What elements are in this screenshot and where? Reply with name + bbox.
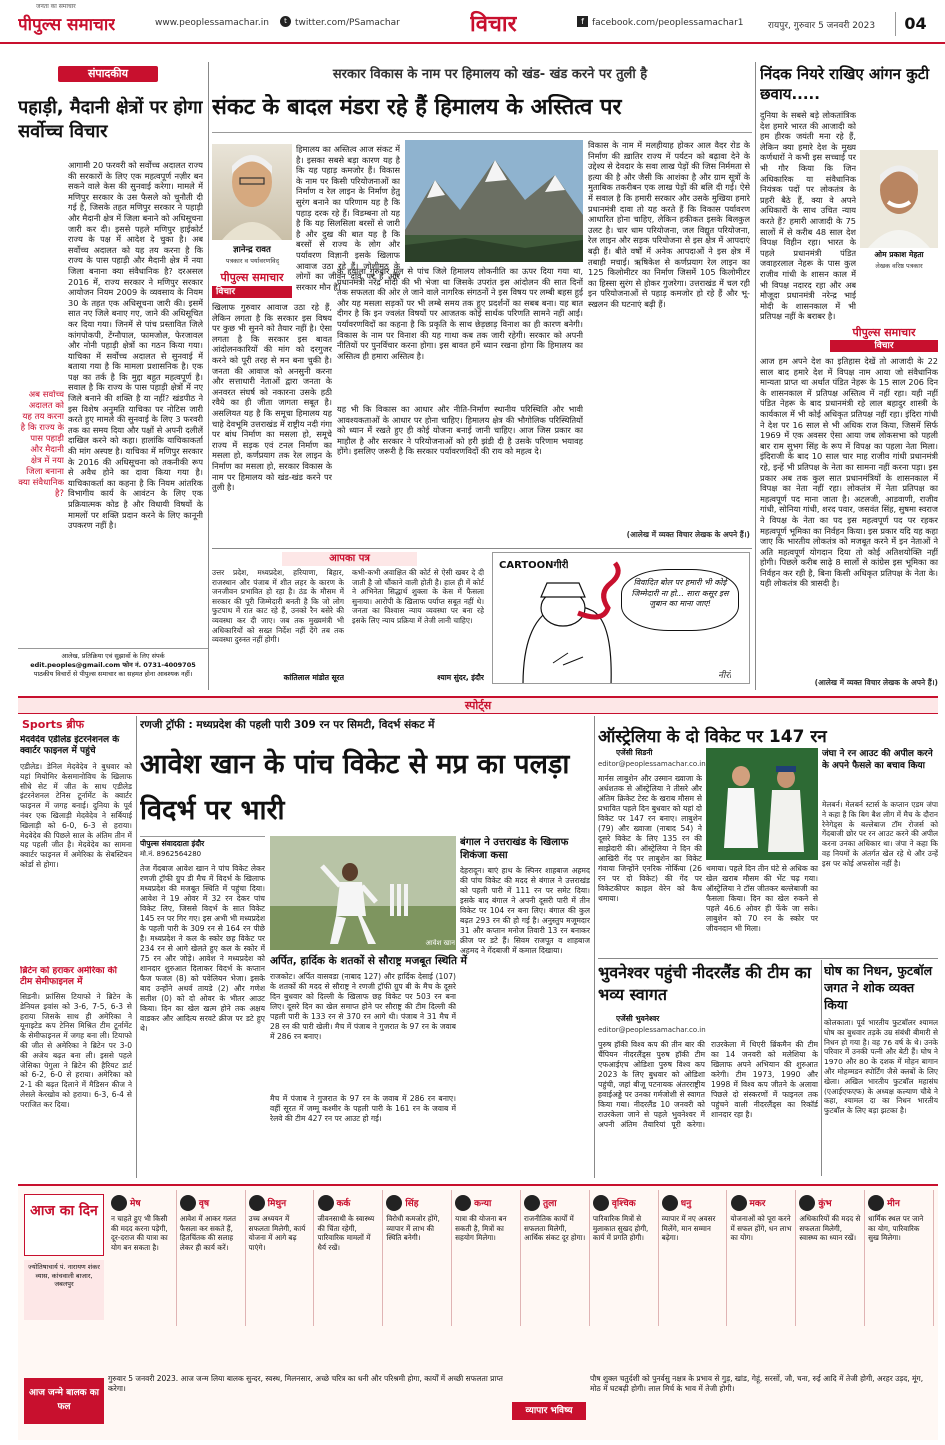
brief2-headline: ब्रिटेन को हराकर अमेरिका की टीम सेमीफाइनल में	[20, 966, 117, 987]
editorial-headline: पहाड़ी, मैदानी क्षेत्रों पर होगा सर्वोच्च विचार	[18, 97, 203, 142]
horoscope-sign-text: पारिवारिक मित्रों से मुलाकात सुखद होगी, कार्य में प्रगति होगी।	[592, 1214, 649, 1243]
horoscope-sign-name: वृष	[198, 1199, 210, 1209]
horoscope-sign-name: धनु	[680, 1199, 692, 1209]
horoscope-sign	[659, 1190, 728, 1326]
side-author-photo	[860, 150, 938, 248]
zodiac-icon	[662, 1195, 678, 1211]
brief2-body: सिडनी। फ्रांसिस टियाफो ने ब्रिटेन के डेनियल इवांस को 3-6, 7-5, 6-3 से हराया जिसके साथ ही अमेरिका ने यूनाइटेड कप टेनिस मिश्रित टीम टूर्नामेंट के सेमीफाइनल में जगह बना ली। टियाफो की जीत से अमेरिका ने ब्रिटेन पर 3-0 की अजेय बढ़त बना ली। इससे पहले जेसिका पेगुला ने ब्रिटेन की हैरियट डार्ट को 6-2, 6-0 से हराया। अमेरिका को 2-1 की बढ़त दिलाने में मैडिसन कीज ने लेसले केरखोव को हराया। 6-3, 6-4 से पराजित कर दिया।	[20, 992, 132, 1109]
business-label: व्यापार भविष्य	[512, 1402, 586, 1420]
horoscope-sign	[452, 1190, 521, 1326]
bhub-email[interactable]: editor@peoplessamachar.co.in	[598, 1026, 706, 1034]
zodiac-icon	[111, 1195, 127, 1211]
main-signoff: (आलेख में व्यक्त विचार लेखक के अपने हैं।)	[626, 530, 750, 539]
horoscope-sign-name: तुला	[543, 1199, 557, 1209]
horoscope-sign-text: व्यापार में नए अवसर मिलेंगे, मान सम्मान बढ़ेगा।	[661, 1214, 716, 1243]
letter-1: उत्तर प्रदेश, मध्यप्रदेश, हरियाणा, बिहार, राजस्थान और पंजाब में शीत लहर के कारण के जनजीवन प्रभावित हो रहा है। ठंड के मौसम में सरकार की पूरी जिम्मेदारी बनती है कि जो लोग फुटपाथ में रात काट रहे हैं, उनको रैन बसेरे की व्यवस्था कर दी जाए। जब तक मुख्यमंत्री भी अधिकारियों को सख्त निर्देश नहीं देंगे तब तक व्यवस्था दुरुस्त नहीं होगी।	[212, 568, 344, 645]
horoscope-sign-text: यात्रा की योजना बन सकती है, मित्रों का सहयोग मिलेगा।	[455, 1214, 507, 1243]
horoscope-sign-name: कर्क	[336, 1199, 351, 1209]
zodiac-icon	[799, 1195, 815, 1211]
side-tag: विचार	[830, 340, 938, 352]
zodiac-icon	[318, 1195, 334, 1211]
birthday-text: गुरुवार 5 जनवरी 2023. आज जन्म लिया बालक सुन्दर, स्वस्थ, मिलनसार, अच्छे चरित्र का धनी और परिश्रमी होगा, कार्यों में अच्छी सफलता प्राप्त करेगा।	[108, 1374, 503, 1393]
horoscope-sign	[108, 1190, 177, 1326]
ranji-subbody: राजकोट। अर्पित वासवडा (नाबाद 127) और हार्दिक देसाई (107) के शतकों की मदद से सौराष्ट्र ने रणजी ट्रॉफी ग्रुप बी के मैच के दूसरे दिन बुधवार को दिल्ली के खिलाफ छह विकेट पर 503 रन बना लिए। दूसरे दिन का खेल समाप्त होने पर सौराष्ट्र की टीम दिल्ली की पहली पारी के 133 रन से 370 रन आगे थी। पंजाब ने 31 मैच में 28 रन की पारी खेली। मैच में पंजाब ने गुजरात के 97 रन के जवाब में 286 रन बनाए।	[270, 972, 456, 1041]
bhub-body: पुरुष हॉकी विश्व कप की तीन बार की चैंपियन नीदरलैंड्स पुरुष हॉकी टीम एफआईएच ओडिशा पुरुष विश्व कप 2023 के लिए बुधवार को ओडिशा पहुंची, जहां बीजू पटनायक अंतरराष्ट्रीय हवाईअड्डे पर उनका गर्मजोशी से स्वागत किया गया। नीदरलैंड 10 जनवरी को राउरकेला जाने से पहले भुवनेश्वर में अपनी अंतिम तैयारियां पूरी करेगा। राउरकेला में थिएरी ब्रिंकमैन की टीम का 14 जनवरी को मलेशिया के खिलाफ अपने अभियान की शुरुआत करेगी। टीम 1973, 1990 और 1998 में विश्व कप जीतने के अलावा पिछले दो संस्करणों में फाइनल तक पहुंचने वाली नीदरलैंड्स का रिकॉर्ड शानदार रहा है।	[598, 1040, 818, 1129]
horoscope-sign-text: धार्मिक स्थल पर जाने का योग, पारिवारिक सुख मिलेगा।	[868, 1214, 924, 1243]
bhubaneswar-headline: भुवनेश्वर पहुंची नीदरलैंड की टीम का भव्य स्वागत	[598, 963, 812, 1004]
horoscope-sign-name: सिंह	[405, 1199, 419, 1209]
horoscope-sign-name: मीन	[887, 1199, 900, 1209]
horoscope-title: आज का दिन	[30, 1203, 98, 1219]
ranji-body: तेज गेंदबाज आवेश खान ने पांच विकेट लेकर रणजी ट्रॉफी ग्रुप डी मैच में विदर्भ के खिलाफ मध्यप्रदेश की मजबूत स्थिति में पहुंचा दिया। आवेश ने 19 ओवर में 32 रन देकर पांच विकेट लिए, जिससे विदर्भ के सात विकेट 145 रन पर गिर गए। इस अभी भी मध्यप्रदेश के पहली पारी के 309 रन से 164 रन पीछे है। मध्यप्रदेश ने कल के स्कोर छह विकेट पर 234 रन से आगे खेलते हुए कल के स्कोर में 75 रन और जोड़े। आवेश ने मध्यप्रदेश को शानदार शुरुआत दिलाकर विदर्भ के कप्तान फैज फजल (8) को पवेलियन भेजा। इसके बाद उन्होंने अथर्व तायडे (2) और गणेश सतीश (0) को दो ओवर के भीतर आउट किया। दिन का खेल खत्म होने तक अक्षय वाडकर और आदित्य सरवटे क्रीज पर डटे हुए थे।	[140, 864, 265, 1033]
ranji-subbody2: मैच में पंजाब ने गुजरात के 97 रन के जवाब में 286 रन बनाए। वहीं सूरत में जम्मू कश्मीर के पहली पारी के 161 रन के जवाब में रेलवे की टीम 427 रन पर आउट हो गई।	[270, 1094, 456, 1123]
main-col4: यह भी कि विकास का आधार और नीति-निर्माण स्थानीय परिस्थिति और भावी आवश्यकताओं के आधार पर होना चाहिए। हिमालय क्षेत्र की भौगोलिक परिस्थितियों को ध्यान में रखते हुए ही कोई योजना बनाई जानी चाहिए। आज जिस प्रकार का माहौल है और सरकार ने परियोजनाओं को हरी झंडी दी है उसके परिणाम भयावह होंगे। इसलिए जरूरी है कि सरकार पर्यावरणविदों की राय को महत्व दे।	[337, 404, 583, 457]
horoscope-sign-text: न चाहते हुए भी किसी की मदद करना पड़ेगी, दूर-दराज की यात्रा का योग बन सकता है।	[111, 1214, 168, 1252]
horoscope-sign-name: मिथुन	[267, 1199, 287, 1209]
main-kicker: सरकार विकास के नाम पर हिमालय को खंड- खंड करने पर तुली है	[332, 67, 648, 82]
main-col5: विकास के नाम में मलहीयाह होकर आल वैदर रोड के निर्माण की ख़ातिर राज्य में पर्यटन को बढ़ावा देने के उद्देश्य से देवदार के सवा लाख पेड़ों की जिस निर्ममता से हत्या की है और जैसी कि आशंका है और ग्राम सूत्रों के मुताबिक तकरीबन एक लाख पेड़ों की बलि दी गई। ऐसे में सवाल है कि हमारी सरकार और उसके मुखिया हमारे प्रधानमंत्री दावा तो यह करते हैं कि विकास पर्यावरण आधारित होना चाहिए, लेकिन हकीकत इसके बिलकुल उलट है। चार धाम परियोजना, जल विद्युत परियोजना, रेल लाइन और सड़क परियोजना से इस क्षेत्र में आपदाएं बढ़ी हैं। बीते वर्षों में अनेक आपदाओं ने इस क्षेत्र में तबाही मचाई। ऋषिकेश से कर्णप्रयाग रेल लाइन का 125 किलोमीटर का निर्माण जिसमें 105 किलोमीटर का हिस्सा सुरंग से होकर गुजरेगा। उत्तराखंड में चल रही इन परियोजनाओं से पहाड़ कमजोर हो रहे हैं और भू-स्खलन की घटनाएं बढ़ी हैं।	[588, 140, 750, 309]
horoscope-sign-text: विरोधी कमजोर होंगे, व्यापार में लाभ की स्थिति बनेगी।	[386, 1214, 440, 1243]
editorial-pullquote: अब सर्वोच्च अदालत को यह तय करना है कि राज्य के पास पहाड़ी और मैदानी क्षेत्र में नया जिला बनाना क्या संवैधानिक है?	[18, 390, 64, 499]
horoscope-sign-name: वृश्चिक	[611, 1199, 636, 1209]
page-number: 04	[895, 12, 935, 36]
horoscope-sign	[177, 1190, 246, 1326]
horoscope-sign-text: राजनीतिक कार्यों में सफलता मिलेगी, आर्थिक संकट दूर होगा।	[524, 1214, 586, 1243]
zodiac-icon	[455, 1195, 471, 1211]
birthday-label: आज जन्मे बालक का फल	[24, 1378, 104, 1424]
masthead	[0, 0, 945, 44]
editorial-footer-note: पाठकीय विचारों से पीपुल्स समाचार का सहमत होना आवश्यक नहीं।	[33, 670, 193, 678]
zodiac-icon	[524, 1195, 540, 1211]
facebook-handle[interactable]: facebook.com/peoplessamachar1	[592, 18, 744, 28]
ranji-headline: आवेश खान के पांच विकेट से मप्र का पलड़ा विदर्भ पर भारी	[140, 749, 570, 826]
horoscope-sign-name: कुंभ	[818, 1199, 832, 1209]
main-col3: के हवाला गुरुवार पुल से पांच जिले हिमालय लोकनीति का ऊपर दिया गया था, प्रधानमंत्री नरेंद्र मोदी की भी भेजा था जिसके उपरांत इस आंदोलन की सात दिनों तक सफलता की ओर ले जाने वाले नागरिक संगठनों ने इस विषय पर लम्बी बहस हुई और यह मसला सड़कों पर भी लम्बे समय तक हुए प्रदर्शनों का सबब बना। यह बात दीगर है कि इन ज्वलंत विषयों पर आजतक कोई सार्थक परिणति सामने नहीं आई। पर्यावरणविदों का कहना है कि प्रकृति के साथ छेड़छाड़ विनाश का ही कारण बनेगी। विकास के नाम पर विनाश की यह गाथा कब तक जारी रहेगी। सरकार को अपनी नीतियों पर पुनर्विचार करना होगा। इस बावत हमें ध्यान रखना होगा कि हिमालय का अस्तित्व ही हमारा अस्तित्व है।	[337, 266, 583, 361]
section-title: विचार	[470, 12, 517, 37]
horoscope-sign	[728, 1190, 797, 1326]
twitter-icon: t	[280, 16, 291, 27]
horoscope-astrologer: ज्योतिषाचार्य पं. नारायण शंकर व्यास, कांचवाली बाजार, जबलपुर	[24, 1260, 104, 1320]
ranji-mobile: मो.नं. 8962564280	[140, 850, 202, 858]
sports-banner	[18, 696, 938, 714]
horoscope-sign	[521, 1190, 590, 1326]
side-intro: दुनिया के सबसे बड़े लोकतांत्रिक देश हमारे भारत की आजादी को हम हीरक जयंती मना रहे हैं, लेकिन क्या हमारे देश के मुख्य कर्णधारों ने कभी इस सच्चाई पर भी गौर किया कि जिन अधिकारिक या संवैधानिक नियंत्रक पदों पर लोकतंत्र के प्रहरी बैठे हैं, क्या वे अपने अधिकारों के साथ उचित न्याय करते हैं? हमारी आजादी के 75 सालों में से करीब 48 साल देश विपक्ष विहीन रहा। भारत के पहले प्रधानमंत्री पंडित जवाहरलाल नेहरू के पास कुल राजीव गांधी के शासन काल में भी विपक्ष नदारद रहा और अब मौजूदा प्रधानमंत्री नरेन्द्र भाई मोदी के शासनकाल में भी प्रतिपक्ष नहीं के बराबर है।	[760, 110, 856, 322]
main-author-role: पत्रकार व पर्यावरणविद्	[225, 257, 280, 265]
horoscope-sign-name: कन्या	[474, 1199, 492, 1209]
horoscope-grid	[108, 1190, 934, 1330]
horoscope-sign-text: योजनाओं को पूरा करने में सफल होंगे, धन लाभ का योग।	[730, 1214, 792, 1243]
ranji-kicker: रणजी ट्रॉफी : मध्यप्रदेश की पहली पारी 309 रन पर सिमटी, विदर्भ संकट में	[140, 719, 435, 731]
zodiac-icon	[180, 1195, 196, 1211]
cartoon-bubble: विवादित बोल पर हमारी भी कोई जिम्मेदारी ना हो... सारा कसूर इस जुबान का माना जाए!	[621, 569, 739, 631]
cricket-photo-caption: आवेश खान	[425, 939, 455, 947]
side-author: ओम प्रकाश मेहता	[874, 250, 924, 259]
letter-2: कभी-कभी अवाक्षित की कोर्ट से ऐसी खबर दे दी जाती है जो चौंकाने वाली होती है। हाल ही में कोर्ट ने अभिनेता सिद्धार्थ शुक्ला के केस में फैसला सुनाया। आरोपी के खिलाफ पर्याप्त सबूत नहीं थे। जनता का विश्वास न्याय व्यवस्था पर बना रहे इसके लिए न्याय प्रक्रिया में तेजी लानी चाहिए।	[352, 568, 484, 625]
main-headline: संकट के बादल मंडरा रहे हैं हिमालय के अस्तित्व पर	[212, 95, 622, 120]
cricket-photo	[270, 836, 456, 950]
horoscope-sign	[590, 1190, 659, 1326]
cartoon-box	[492, 552, 750, 684]
letter-1-sign: कांतिलाल मांडोत सूरत	[283, 673, 344, 682]
zodiac-icon	[868, 1195, 884, 1211]
aus-side-body: मेलबर्न। मेलबर्न स्टार्स के कप्तान एडम जंपा ने कहा है कि बिग बैश लीग में मैच के दौरान रेनेगेड्स के बल्लेबाज टॉम रोजर्स को गेंदबाजी छोर पर रन आउट करने की अपील करना उनका अधिकार था। जंपा ने कहा कि वह नियमों के अंतर्गत खेल रहे थे और उन्हें इस पर कोई अफसोस नहीं है।	[822, 800, 938, 868]
bengal-headline: बंगाल ने उत्तराखंड के खिलाफ शिकंजा कसा	[460, 837, 569, 861]
zodiac-icon	[593, 1195, 609, 1211]
logo-tag: जनता का समाचार	[36, 3, 76, 10]
horoscope-sign	[383, 1190, 452, 1326]
cartoon-signature: नीरो	[718, 671, 732, 681]
letters-title: आपका पत्र	[282, 552, 417, 566]
side-author-role: लेखक वरिष्ठ पत्रकार	[875, 262, 923, 270]
main-author: ज्ञानेन्द्र रावत	[233, 245, 271, 255]
horoscope-sign	[315, 1190, 384, 1326]
ghosh-body: कोलकाता। पूर्व भारतीय फुटबॉलर श्यामल घोष का बुधवार तड़के उम्र संबंधी बीमारी से निधन हो गया है। वह 76 वर्ष के थे। उनके परिवार में उनकी पत्नी और बेटी हैं। घोष ने 1970 और 80 के दशक में मोहन बागान और मोहम्मडन स्पोर्टिंग जैसे क्लबों के लिए खेला। अखिल भारतीय फुटबॉल महासंघ (एआईएफएफ) के अध्यक्ष कल्याण चौबे ने कहा, श्यामल दा का निधन भारतीय फुटबॉल के लिए बड़ा झटका है।	[824, 1018, 938, 1116]
letters-box	[212, 552, 487, 684]
side-logo: पीपुल्स समाचार	[852, 326, 916, 339]
aus-headline: ऑस्ट्रेलिया के दो विकेट पर 147 रन	[598, 727, 827, 747]
facebook-icon: f	[577, 16, 588, 27]
aus-side-caption: जंघा ने रन आउट की अपील करने के अपने फैसले का बचाव किया	[822, 749, 933, 771]
editorial-footer-line1: आलेख, प्रतिक्रिया एवं सुझावों के लिए संपर्क	[61, 652, 165, 660]
ranji-byline: पीपुल्स संवाददाता इंदौर	[140, 836, 265, 849]
author-photo	[212, 144, 292, 240]
main-col2: हिमालय का अस्तित्व आज संकट में है। इसका सबसे बड़ा कारण यह है कि यह पहाड़ कमजोर हैं। विकास के नाम पर किसी परियोजनाओं का निर्माण व रेल लाइन के निर्माण हेतु सुरंग बनाने का परिणाम यह है कि पहाड़ दरक रहे हैं। विडम्बना तो यह है कि यह सिलसिला बरसों से जारी है और दुख की बात यह है कि बरसों से राज्य के लोग और पर्यावरण विज्ञानी इसके खिलाफ आवाज उठा रहे हैं। जोशीमठ के लोगों का जीवन दांव पर है और सरकार मौन है।	[296, 144, 400, 292]
editorial-body: आगामी 20 फरवरी को सर्वोच्च अदालत राज्य की सरकारों के लिए एक महत्वपूर्ण नज़ीर बन सकने वाले केस की सुनवाई करेगा। मामले में मणिपुर सरकार के उस फैसले को चुनौती दी गई है, जिसके तहत मणिपुर सरकार ने पहाड़ी और मैदानी क्षेत्र में जिला बनाने को अधिसूचना जारी कर दी। इससे पहले मणिपुर हाईकोर्ट राज्य के पक्ष में आदेश दे चुका है। अब सर्वोच्च अदालत को यह तय करना है कि राज्य के पास पहाड़ी और मैदानी क्षेत्र में नया जिला बनाना क्या संवैधानिक है? दरअसल 2016 में, राज्य सरकार ने मणिपुर सरकार आयोजन नियम 2009 के व्यवसाय के नियम 30 के तहत एक अधिसूचना जारी की। इसमें सात नए जिले बनाए गए, जाने की अधिसूचित कर दिया गया। जिनमें से पांच प्रस्तावित जिले कांगपोकपी, टेंग्नौपाल, फामजोल, फेरजावल और नोनी पहाड़ी क्षेत्रों का गठन किया गया। याचिका में सर्वोच्च अदालत से सुनवाई में बताया गया है कि मामला प्रशासनिक है। एक पक्ष का तर्क है कि मुद्दा बहुत महत्वपूर्ण है। सवाल है कि राज्य के पास पहाड़ी क्षेत्रों में नए जिले बनाने की शक्ति है या नहीं? खंडपीठ ने इस विशेष अनुमति याचिका पर नोटिस जारी करते हुए मामले की सुनवाई के लिए 3 फरवरी तक का समय दिया और पक्षों से अपनी दलीलें दाखिल करने को कहा। हालांकि याचिकाकर्ता की मांग अस्पष्ट है। याचिका में मणिपुर सरकार के 2016 की अधिसूचना को तकनीकी रूप से अवैध होने का दावा किया गया है। याचिकाकर्ता का कहना है कि नियम आंतरिक विभागीय कार्य के आवंटन के लिए एक प्रक्रियात्मक कोड है और विधायी विषयों के मामलों पर शक्ति प्रदान करने के लिए कानूनी उपकरण नहीं है।	[68, 160, 203, 531]
side-headline: निंदक नियरे राखिए आंगन कुटी छवाय.....	[760, 65, 930, 103]
website[interactable]: www.peoplessamachar.in	[155, 18, 269, 28]
aus-byline: एजेंसी सिडनी	[616, 748, 653, 757]
brief1-headline: मेदवेदेव एडीलेड इंटरनेशनल के क्वार्टर फाइनल में पहुंचे	[20, 735, 120, 756]
main-tag: विचार	[212, 286, 292, 298]
horoscope-sign-name: मेष	[130, 1199, 141, 1209]
twitter-handle[interactable]: twitter.com/PSamachar	[295, 18, 400, 28]
cartoon-label: CARTOONगीरी	[499, 560, 569, 571]
zodiac-icon	[249, 1195, 265, 1211]
aus-body1: मार्नस लाबुशेन और उस्मान ख्वाजा के अर्धशतक से ऑस्ट्रेलिया ने तीसरे और अंतिम क्रिकेट टेस्ट के खराब मौसम से प्रभावित पहले दिन बुधवार को यहां दो विकेट पर 147 रन बनाए। लाबुशेन (79) और ख्वाजा (नाबाद 54) ने दूसरे विकेट के लिए 135 रन की साझेदारी की। ऑस्ट्रेलिया ने दिन की आखिरी गेंद पर लाबुशेन का विकेट गंवाया जिन्होंने एनरिक नोर्किया (26 रन पर दो विकेट) की गेंद पर विकेटकीपर काइल वेरेन को कैच थमाया।	[598, 774, 702, 903]
editorial-footer-email[interactable]: edit.peoples@gmail.com फोन नं. 0731-4009705	[30, 661, 196, 669]
bhub-byline: एजेंसी भुवनेश्वर	[616, 1014, 660, 1023]
sports-banner-label: स्पोर्ट्स	[464, 699, 492, 712]
ghosh-headline: घोष का निधन, फुटबॉल जगत ने शोक व्यक्त किया	[824, 963, 933, 1012]
horoscope-sign-text: अधिकारियों की मदद से सफलता मिलेगी, स्वास्थ्य का ध्यान रखें।	[799, 1214, 861, 1243]
editorial-footer	[18, 648, 208, 688]
horoscope-sign	[796, 1190, 865, 1326]
brief1-body: एडीलेड। डेनिल मेदवेदेव ने बुधवार को यहां मियोमिर केसमानोविच के खिलाफ सीधे सेट में जीत के साथ एडीलेड इंटरनेशनल टेनिस टूर्नामेंट के क्वार्टर फाइनल में जगह बनाई। दुनिया के पूर्व नंबर एक खिलाड़ी मेदवेदेव ने सर्बियाई खिलाड़ी को 6-0, 6-3 से हराया। मेदवेदेव की पिछले साल के अंतिम तीन में यह पहली जीत है। मेदवेदेव का सामना क्वार्टर फाइनल में अमेरिका के सेबस्टियन कोर्डा से होगा।	[20, 762, 132, 869]
zodiac-icon	[386, 1195, 402, 1211]
logo[interactable]: पीपुल्स समाचार	[18, 15, 116, 35]
horoscope-sign-text: जीवनसाथी के स्वास्थ्य की चिंता रहेगी, पारिवारिक मामलों में धैर्य रखें।	[317, 1214, 375, 1252]
main-logo: पीपुल्स समाचार	[220, 271, 284, 284]
himalaya-photo	[405, 140, 583, 262]
side-body: आज हम अपने देश का इतिहास देखें तो आजादी के 22 साल बाद हमारे देश में विपक्ष नाम आया जो संवैधानिक मान्यता प्राप्त था अर्थात पंडित नेहरू के 15 साल 206 दिन के शासनकाल में प्रतिपक्ष अस्तित्व में नहीं रहा। यही नहीं पंडित नेहरू के बाद प्रधानमंत्री रहे लाल बहादुर शास्त्री के कार्यकाल में भी कोई अधिकृत प्रतिपक्ष नहीं रहा। इंदिरा गांधी ने देश पर 16 साल से भी अधिक राज किया, जिसमें सिर्फ 1969 में एक अवसर ऐसा आया जब लोकसभा को पहली बार राम सुभग सिंह के रूप में विपक्ष का पहला नेता मिला। इंदिराजी के बाद 10 साल चार माह राजीव गांधी प्रधानमंत्री रहे, इन्हें भी प्रतिपक्ष के नेता का सामना नहीं करना पड़ा। इस प्रकार अब तक कुल सात प्रधानमंत्रियों के शासनकाल में विपक्ष का नेता नहीं रहा। लोकतंत्र में नेता प्रतिपक्ष का महत्वपूर्ण पद माना जाता है। अटलजी, आडवाणी, राजीव गांधी, सोनिया गांधी, शरद पवार, जसवंत सिंह, सुषमा स्वराज ने विपक्ष के नेता का पद इस महत्वपूर्ण पद पर रहकर महत्वपूर्ण भूमिका का निर्वहन किया। इस प्रकार यदि यह कहा जाए कि भारतीय लोकतंत्र को मजबूत करने में इन नेताओं ने अति महत्वपूर्ण योगदान दिया तो कोई अतिशयोक्ति नहीं होगी। पिछले करीब साढ़े 8 सालों से कांग्रेस इस भूमिका का निर्वहन कर रही है, बिना किसी अधिकृत प्रतिपक्ष के नेता के। यही लोकतंत्र की त्रासदी है।	[760, 356, 938, 589]
aus-body2: थमाया। पहले दिन तीन घंटे से अधिक का खेल खराब मौसम की भेंट चढ़ गया। ऑस्ट्रेलिया ने टॉस जीतकर बल्लेबाजी का फैसला किया। दिन का खेल रुकने से पहले 46.6 ओवर ही फेंके जा सके। लाबुशेन को 70 रन के स्कोर पर जीवनदान भी मिला।	[706, 864, 818, 933]
horoscope-strip	[18, 1184, 938, 1440]
ranji-subcaption: अर्पित, हार्दिक के शतकों से सौराष्ट्र मजबूत स्थिति में	[270, 955, 467, 967]
sports-brief-tag: Sports ब्रीफ	[22, 718, 85, 731]
aus-photo	[706, 748, 818, 860]
horoscope-sign	[246, 1190, 315, 1326]
horoscope-sign-name: मकर	[749, 1199, 766, 1209]
editorial-tag: संपादकीय	[58, 66, 158, 82]
horoscope-sign	[865, 1190, 934, 1326]
horoscope-sign-text: आवेश में आकर गलत फैसला कर सकते हैं, हितचिंतक की सलाह लेकर ही कार्य करें।	[179, 1214, 237, 1252]
main-col1: खिलाफ गुरुवार आवाज उठा रहे हैं, लेकिन लगता है कि सरकार इस विषय पर कुछ भी सुनने को तैयार नहीं है। ऐसा लगता है कि सरकार इस बावत आंदोलनकारियों की मांग को दरगुजर करने को पूरी तरह से मन बना चुकी है। जनता की आवाज को अनसुनी करना और सत्ताधारी नेताओं द्वारा जनता के अनवरत संघर्ष को नकारना उसके हठी रवैये का ही जीता जागता सबूत है। असलियत यह है कि समूचा हिमालय यह चाहे देवभूमि उत्तराखंड में राष्ट्रीय नदी गंगा पर बांध निर्माण का मसला हो, समूचे राज्य में सड़क एवं टनल निर्माण का मसला हो, कर्णप्रयाग तक रेल लाइन के निर्माण का मसला हो, सरकार विकास के नाम पर हिमालय को खंड-खंड करने पर तुली है।	[212, 302, 332, 493]
bengal-body: देहरादून। बाएं हाथ के स्पिनर शाहबाज अहमद की पांच विकेट की मदद से बंगाल ने उत्तराखंड को पहली पारी में 111 रन पर समेट दिया। इसके बाद बंगाल ने अपनी दूसरी पारी में तीन विकेट पर 104 रन बना लिए। बंगाल की कुल बढ़त 293 रन की हो गई है। अनुस्तुप मजूमदार 31 और कप्तान मनोज तिवारी 13 रन बनाकर क्रीज पर डटे हैं। सिवम राजपूत व शाहबाज अहमद ने गेंदबाजी में कमाल दिखाया।	[460, 866, 590, 955]
horoscope-sign-text: उच्च अध्ययन में सफलता मिलेगी, कार्य योजना में आगे बढ़ पाएंगे।	[248, 1214, 306, 1252]
horoscope-title-box	[24, 1194, 104, 1256]
aus-email[interactable]: editor@peoplessamachar.co.in	[598, 760, 706, 768]
zodiac-icon	[731, 1195, 747, 1211]
dateline: रायपुर, गुरुवार 5 जनवरी 2023	[768, 21, 876, 31]
letter-2-sign: श्याम सुंदर, इंदौर	[437, 673, 484, 682]
side-signoff: (आलेख में व्यक्त विचार लेखक के अपने हैं।)	[814, 678, 938, 687]
business-text: पौष शुक्ल चतुर्दशी को पुनर्वसु नक्षत्र के प्रभाव से गुड़, खांड, गेहूं, सरसों, जौ, चना, रुई आदि में तेजी होगी, अरहर उड़द, मूंग, मोठ में घटबढ़ी होगी। लाल मिर्च के भाव में तेजी होगी।	[590, 1374, 924, 1393]
